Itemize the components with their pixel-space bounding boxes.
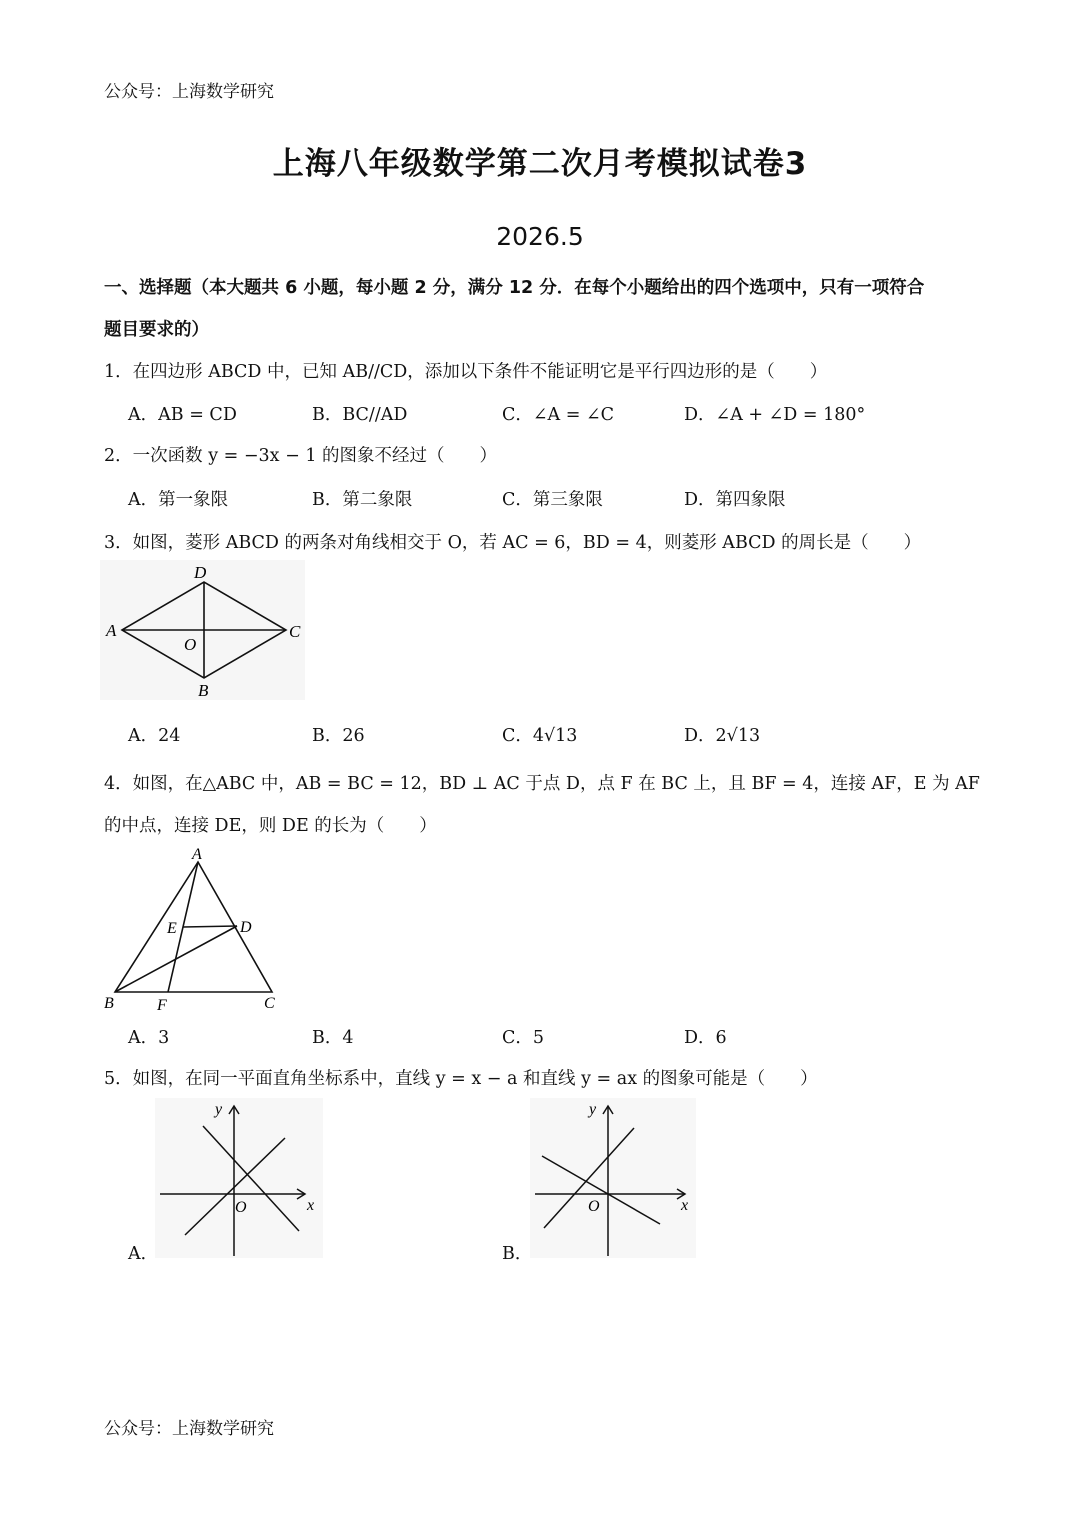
q2-option-c: C．第三象限	[502, 490, 603, 510]
label-a: A	[192, 846, 202, 863]
q5-option-a: A．	[128, 1244, 159, 1264]
label-y: y	[215, 1101, 223, 1118]
label-a: A	[106, 621, 117, 640]
question-3-stem: 3．如图，菱形 ABCD 的两条对角线相交于 O，若 AC = 6，BD = 4，则菱形 ABCD 的周长是（ ）	[104, 533, 922, 553]
q1-option-d: D．∠A + ∠D = 180°	[684, 405, 866, 425]
label-o: O	[588, 1198, 600, 1215]
q3-option-b: B．26	[312, 726, 365, 746]
label-d: D	[194, 563, 207, 582]
q4-option-b: B．4	[312, 1028, 354, 1048]
label-d: D	[240, 919, 252, 936]
label-y: y	[589, 1101, 597, 1118]
exam-date: 2026.5	[496, 222, 584, 251]
q5-option-b: B．	[502, 1244, 533, 1264]
segment-de	[183, 926, 237, 927]
page-title: 上海八年级数学第二次月考模拟试卷3	[272, 146, 808, 182]
q1-option-b: B．BC//AD	[312, 405, 408, 425]
q2-option-a: A．第一象限	[128, 490, 229, 510]
label-c: C	[264, 995, 275, 1012]
q4-option-d: D．6	[684, 1028, 727, 1048]
q2-option-b: B．第二象限	[312, 490, 413, 510]
label-b: B	[104, 995, 114, 1012]
label-b: B	[198, 681, 209, 700]
label-f: F	[157, 997, 167, 1014]
label-o: O	[184, 635, 197, 654]
triangle-figure	[100, 842, 290, 1014]
q4-option-a: A．3	[128, 1028, 170, 1048]
section-heading-line2: 题目要求的）	[104, 320, 209, 340]
footer-text: 公众号：上海数学研究	[104, 1419, 274, 1439]
q3-option-d: D．2√13	[684, 726, 761, 746]
graph-a-background	[155, 1098, 323, 1258]
question-1-stem: 1．在四边形 ABCD 中，已知 AB//CD，添加以下条件不能证明它是平行四边形的是（ ）	[104, 362, 828, 382]
graph-b-background	[530, 1098, 696, 1258]
label-e: E	[167, 920, 177, 937]
question-4-stem-line2: 的中点，连接 DE，则 DE 的长为（ ）	[104, 816, 437, 836]
q1-option-c: C．∠A = ∠C	[502, 405, 615, 425]
question-4-stem-line1: 4．如图，在△ABC 中，AB = BC = 12，BD ⊥ AC 于点 D，点 F 在 BC 上，且 BF = 4，连接 AF，E 为 AF	[104, 774, 980, 794]
question-5-stem: 5．如图，在同一平面直角坐标系中，直线 y = x − a 和直线 y = ax 的图象可能是（ ）	[104, 1069, 818, 1089]
q1-option-a: A．AB = CD	[128, 405, 237, 425]
label-x: x	[307, 1197, 315, 1214]
rhombus-figure	[100, 560, 310, 702]
graph-option-a	[155, 1098, 325, 1260]
question-2-stem: 2．一次函数 y = −3x − 1 的图象不经过（ ）	[104, 446, 498, 466]
section-heading-line1: 一、选择题（本大题共 6 小题，每小题 2 分，满分 12 分．在每个小题给出的四个选项中，只有一项符合	[104, 278, 925, 298]
label-c: C	[289, 622, 301, 641]
graph-option-b	[530, 1098, 700, 1260]
header-text: 公众号：上海数学研究	[104, 82, 274, 102]
q2-option-d: D．第四象限	[684, 490, 786, 510]
q3-option-a: A．24	[128, 726, 181, 746]
label-o: O	[235, 1199, 247, 1216]
label-x: x	[681, 1197, 689, 1214]
q4-option-c: C．5	[502, 1028, 545, 1048]
q3-option-c: C．4√13	[502, 726, 578, 746]
